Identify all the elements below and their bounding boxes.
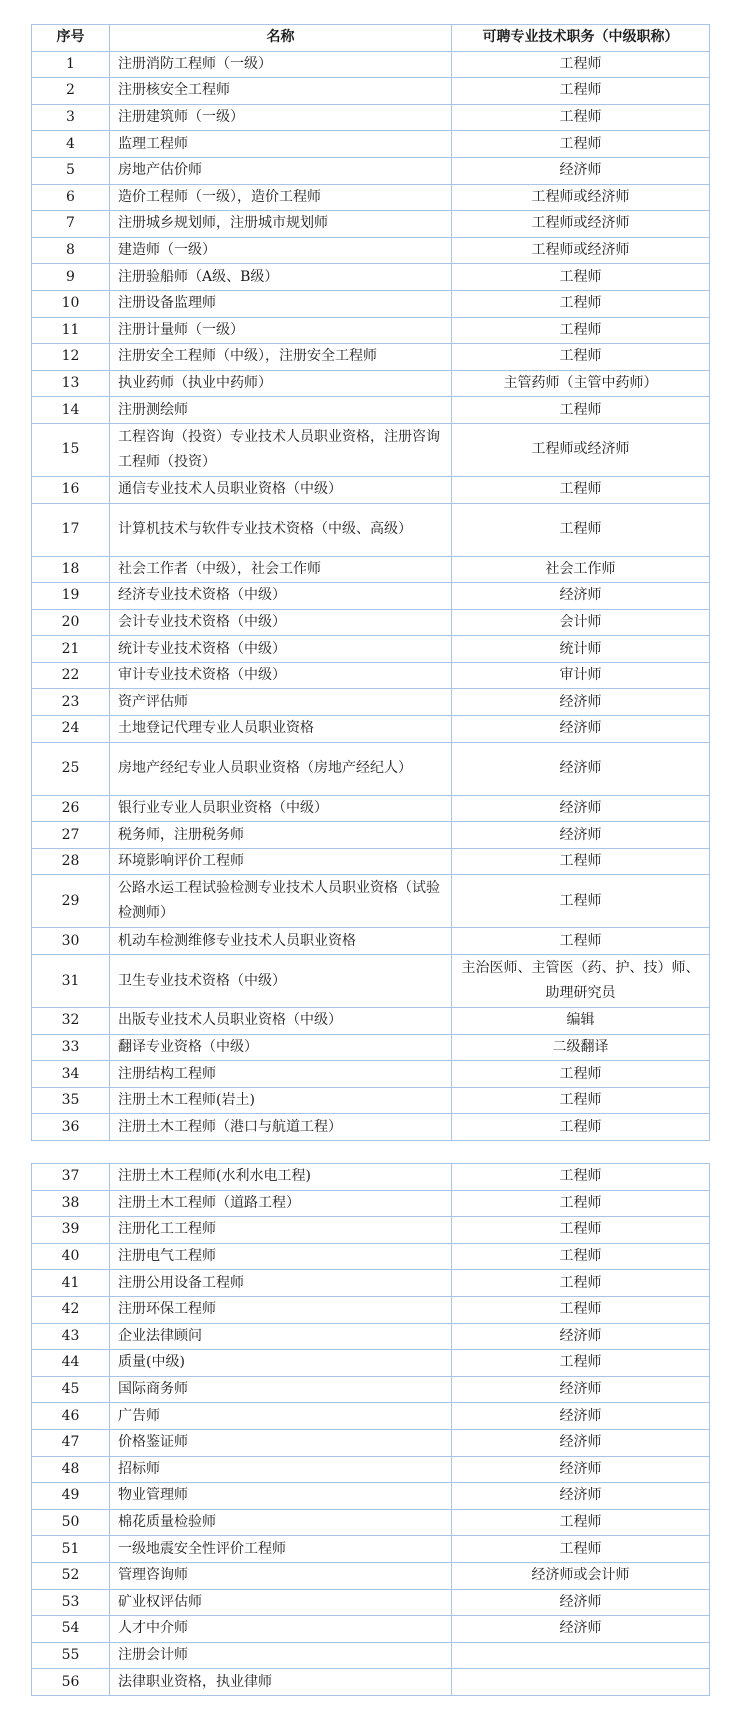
row-title: 经济师或会计师: [452, 1562, 710, 1589]
table-row: [32, 1190, 710, 1217]
row-name: 税务师，注册税务师: [110, 822, 452, 849]
row-title: [452, 1642, 710, 1669]
table-row: [32, 397, 710, 424]
row-title: 主治医师、主管医（药、护、技）师、助理研究员: [452, 955, 710, 1008]
row-title: 社会工作师: [452, 556, 710, 583]
row-title: 工程师: [452, 1217, 710, 1244]
row-name: 注册城乡规划师，注册城市规划师: [110, 211, 452, 238]
table-row: [32, 742, 710, 795]
row-number: 51: [32, 1536, 110, 1563]
row-title: 经济师: [452, 583, 710, 610]
table-row: [32, 1669, 710, 1696]
row-number: 46: [32, 1403, 110, 1430]
row-number: 54: [32, 1616, 110, 1643]
row-number: 53: [32, 1589, 110, 1616]
row-name: 棉花质量检验师: [110, 1509, 452, 1536]
table-row: [32, 1087, 710, 1114]
table-row: [32, 78, 710, 105]
row-title: 工程师: [452, 1243, 710, 1270]
row-name: 注册结构工程师: [110, 1061, 452, 1088]
row-number: 40: [32, 1243, 110, 1270]
table-row: [32, 1243, 710, 1270]
row-title: 工程师: [452, 397, 710, 424]
table-row: [32, 184, 710, 211]
row-number: 14: [32, 397, 110, 424]
row-name: 会计专业技术资格（中级）: [110, 609, 452, 636]
row-name: 执业药师（执业中药师）: [110, 370, 452, 397]
table-row: [32, 51, 710, 78]
row-title: 经济师: [452, 1589, 710, 1616]
header-no: 序号: [32, 25, 110, 52]
header-name: 名称: [110, 25, 452, 52]
row-number: 10: [32, 290, 110, 317]
row-name: 注册建筑师（一级）: [110, 104, 452, 131]
row-name: 土地登记代理专业人员职业资格: [110, 716, 452, 743]
row-title: 经济师: [452, 1456, 710, 1483]
row-title: 工程师: [452, 928, 710, 955]
row-name: 注册安全工程师（中级），注册安全工程师: [110, 344, 452, 371]
table-row: [32, 344, 710, 371]
table-row: [32, 662, 710, 689]
row-number: 47: [32, 1429, 110, 1456]
row-name: 注册环保工程师: [110, 1296, 452, 1323]
row-number: 41: [32, 1270, 110, 1297]
row-title: 工程师或经济师: [452, 211, 710, 238]
row-name: 注册验船师（A级、B级）: [110, 264, 452, 291]
row-number: 55: [32, 1642, 110, 1669]
row-name: 注册测绘师: [110, 397, 452, 424]
row-title: 经济师: [452, 1616, 710, 1643]
row-number: 43: [32, 1323, 110, 1350]
table-row: [32, 211, 710, 238]
row-name: 环境影响评价工程师: [110, 848, 452, 875]
row-title: 经济师: [452, 157, 710, 184]
row-name: 价格鉴证师: [110, 1429, 452, 1456]
row-title: 工程师: [452, 51, 710, 78]
row-number: 26: [32, 795, 110, 822]
table-row: [32, 1323, 710, 1350]
row-number: 19: [32, 583, 110, 610]
row-number: 16: [32, 476, 110, 503]
row-number: 39: [32, 1217, 110, 1244]
row-name: 注册电气工程师: [110, 1243, 452, 1270]
table-row: [32, 1403, 710, 1430]
table-row: [32, 875, 710, 928]
row-name: 资产评估师: [110, 689, 452, 716]
row-number: 12: [32, 344, 110, 371]
table-row: [32, 1456, 710, 1483]
row-name: 一级地震安全性评价工程师: [110, 1536, 452, 1563]
row-name: 出版专业技术人员职业资格（中级）: [110, 1008, 452, 1035]
row-number: 45: [32, 1376, 110, 1403]
table-row: [32, 689, 710, 716]
row-number: 44: [32, 1350, 110, 1377]
row-name: 审计专业技术资格（中级）: [110, 662, 452, 689]
table-row: [32, 955, 710, 1008]
table-header-row: [32, 25, 710, 52]
row-title: 工程师: [452, 264, 710, 291]
table-row: [32, 423, 710, 476]
row-number: 3: [32, 104, 110, 131]
row-number: 28: [32, 848, 110, 875]
row-title: 工程师或经济师: [452, 237, 710, 264]
row-name: 翻译专业资格（中级）: [110, 1034, 452, 1061]
row-name: 机动车检测维修专业技术人员职业资格: [110, 928, 452, 955]
row-name: 工程咨询（投资）专业技术人员职业资格，注册咨询工程师（投资）: [110, 423, 452, 476]
table-row: [32, 609, 710, 636]
table-row: [32, 1296, 710, 1323]
row-title: 工程师: [452, 1164, 710, 1191]
row-name: 矿业权评估师: [110, 1589, 452, 1616]
row-title: 工程师: [452, 1190, 710, 1217]
header-title: 可聘专业技术职务（中级职称）: [452, 25, 710, 52]
row-number: 36: [32, 1114, 110, 1141]
row-title: 工程师: [452, 1536, 710, 1563]
row-name: 公路水运工程试验检测专业技术人员职业资格（试验检测师）: [110, 875, 452, 928]
row-number: 11: [32, 317, 110, 344]
table-row: [32, 1642, 710, 1669]
table-row: [32, 264, 710, 291]
table-row: [32, 1562, 710, 1589]
table-row: [32, 1164, 710, 1191]
row-name: 管理咨询师: [110, 1562, 452, 1589]
row-number: 9: [32, 264, 110, 291]
row-number: 52: [32, 1562, 110, 1589]
row-number: 4: [32, 131, 110, 158]
row-name: 经济专业技术资格（中级）: [110, 583, 452, 610]
row-title: 经济师: [452, 742, 710, 795]
row-number: 15: [32, 423, 110, 476]
table-row: [32, 1536, 710, 1563]
row-title: 工程师: [452, 290, 710, 317]
row-title: 编辑: [452, 1008, 710, 1035]
row-title: 会计师: [452, 609, 710, 636]
row-title: 经济师: [452, 1323, 710, 1350]
row-name: 注册土木工程师(水利水电工程): [110, 1164, 452, 1191]
row-number: 18: [32, 556, 110, 583]
row-name: 造价工程师（一级），造价工程师: [110, 184, 452, 211]
row-title: 经济师: [452, 795, 710, 822]
row-number: 24: [32, 716, 110, 743]
table-row: [32, 1589, 710, 1616]
row-name: 注册公用设备工程师: [110, 1270, 452, 1297]
row-title: 工程师: [452, 131, 710, 158]
row-number: 33: [32, 1034, 110, 1061]
row-title: 工程师: [452, 317, 710, 344]
row-name: 广告师: [110, 1403, 452, 1430]
row-name: 建造师（一级）: [110, 237, 452, 264]
table-row: [32, 1061, 710, 1088]
row-number: 38: [32, 1190, 110, 1217]
row-name: 招标师: [110, 1456, 452, 1483]
row-name: 监理工程师: [110, 131, 452, 158]
row-number: 37: [32, 1164, 110, 1191]
table-row: [32, 928, 710, 955]
row-name: 社会工作者（中级），社会工作师: [110, 556, 452, 583]
row-title: [452, 1669, 710, 1696]
table-row: [32, 795, 710, 822]
table-row: [32, 716, 710, 743]
row-name: 法律职业资格，执业律师: [110, 1669, 452, 1696]
table-row: [32, 104, 710, 131]
row-name: 注册设备监理师: [110, 290, 452, 317]
row-title: 工程师或经济师: [452, 423, 710, 476]
table-row: [32, 1217, 710, 1244]
table-row: [32, 503, 710, 556]
row-name: 注册土木工程师（港口与航道工程）: [110, 1114, 452, 1141]
row-name: 注册土木工程师（道路工程）: [110, 1190, 452, 1217]
table-row: [32, 476, 710, 503]
row-name: 注册核安全工程师: [110, 78, 452, 105]
row-number: 35: [32, 1087, 110, 1114]
table-row: [32, 1616, 710, 1643]
row-number: 23: [32, 689, 110, 716]
row-name: 房地产经纪专业人员职业资格（房地产经纪人）: [110, 742, 452, 795]
table-row: [32, 1270, 710, 1297]
row-name: 人才中介师: [110, 1616, 452, 1643]
row-number: 8: [32, 237, 110, 264]
row-name: 企业法律顾问: [110, 1323, 452, 1350]
row-name: 注册土木工程师(岩土): [110, 1087, 452, 1114]
row-name: 通信专业技术人员职业资格（中级）: [110, 476, 452, 503]
row-title: 经济师: [452, 716, 710, 743]
table-row: [32, 822, 710, 849]
row-name: 银行业专业人员职业资格（中级）: [110, 795, 452, 822]
row-number: 6: [32, 184, 110, 211]
row-number: 29: [32, 875, 110, 928]
table-row: [32, 370, 710, 397]
table-row: [32, 1350, 710, 1377]
table-row: [32, 237, 710, 264]
row-name: 卫生专业技术资格（中级）: [110, 955, 452, 1008]
row-title: 工程师: [452, 104, 710, 131]
row-number: 20: [32, 609, 110, 636]
table-row: [32, 1008, 710, 1035]
row-number: 25: [32, 742, 110, 795]
qualification-table-part2: [31, 1163, 710, 1696]
table-row: [32, 1376, 710, 1403]
row-number: 21: [32, 636, 110, 663]
row-number: 31: [32, 955, 110, 1008]
row-title: 审计师: [452, 662, 710, 689]
row-title: 经济师: [452, 1483, 710, 1510]
row-title: 工程师: [452, 344, 710, 371]
row-title: 经济师: [452, 822, 710, 849]
row-title: 经济师: [452, 1429, 710, 1456]
row-title: 经济师: [452, 689, 710, 716]
row-title: 工程师: [452, 1061, 710, 1088]
row-number: 56: [32, 1669, 110, 1696]
row-title: 工程师或经济师: [452, 184, 710, 211]
row-title: 工程师: [452, 848, 710, 875]
row-number: 7: [32, 211, 110, 238]
row-number: 32: [32, 1008, 110, 1035]
row-number: 49: [32, 1483, 110, 1510]
row-name: 质量(中级): [110, 1350, 452, 1377]
row-number: 27: [32, 822, 110, 849]
row-title: 工程师: [452, 875, 710, 928]
row-number: 50: [32, 1509, 110, 1536]
table-row: [32, 1483, 710, 1510]
row-title: 工程师: [452, 476, 710, 503]
table-row: [32, 290, 710, 317]
row-title: 工程师: [452, 1509, 710, 1536]
table-row: [32, 1114, 710, 1141]
table-row: [32, 583, 710, 610]
row-title: 工程师: [452, 78, 710, 105]
row-number: 2: [32, 78, 110, 105]
table-row: [32, 317, 710, 344]
row-title: 主管药师（主管中药师）: [452, 370, 710, 397]
table-row: [32, 1429, 710, 1456]
row-name: 物业管理师: [110, 1483, 452, 1510]
row-title: 工程师: [452, 503, 710, 556]
qualification-table-part1: [31, 24, 710, 1141]
row-title: 二级翻译: [452, 1034, 710, 1061]
row-number: 22: [32, 662, 110, 689]
row-name: 注册消防工程师（一级）: [110, 51, 452, 78]
row-title: 工程师: [452, 1114, 710, 1141]
row-number: 13: [32, 370, 110, 397]
table-row: [32, 1509, 710, 1536]
row-name: 注册会计师: [110, 1642, 452, 1669]
row-number: 48: [32, 1456, 110, 1483]
table-row: [32, 556, 710, 583]
row-title: 工程师: [452, 1350, 710, 1377]
table-row: [32, 848, 710, 875]
row-name: 计算机技术与软件专业技术资格（中级、高级）: [110, 503, 452, 556]
row-name: 注册化工工程师: [110, 1217, 452, 1244]
row-name: 房地产估价师: [110, 157, 452, 184]
row-title: 经济师: [452, 1403, 710, 1430]
row-name: 国际商务师: [110, 1376, 452, 1403]
row-title: 经济师: [452, 1376, 710, 1403]
row-number: 17: [32, 503, 110, 556]
row-title: 工程师: [452, 1296, 710, 1323]
row-number: 1: [32, 51, 110, 78]
row-name: 注册计量师（一级）: [110, 317, 452, 344]
row-title: 统计师: [452, 636, 710, 663]
row-title: 工程师: [452, 1087, 710, 1114]
table-row: [32, 636, 710, 663]
row-name: 统计专业技术资格（中级）: [110, 636, 452, 663]
row-number: 34: [32, 1061, 110, 1088]
row-number: 42: [32, 1296, 110, 1323]
row-number: 5: [32, 157, 110, 184]
table-row: [32, 1034, 710, 1061]
table-row: [32, 157, 710, 184]
table-row: [32, 131, 710, 158]
row-number: 30: [32, 928, 110, 955]
row-title: 工程师: [452, 1270, 710, 1297]
